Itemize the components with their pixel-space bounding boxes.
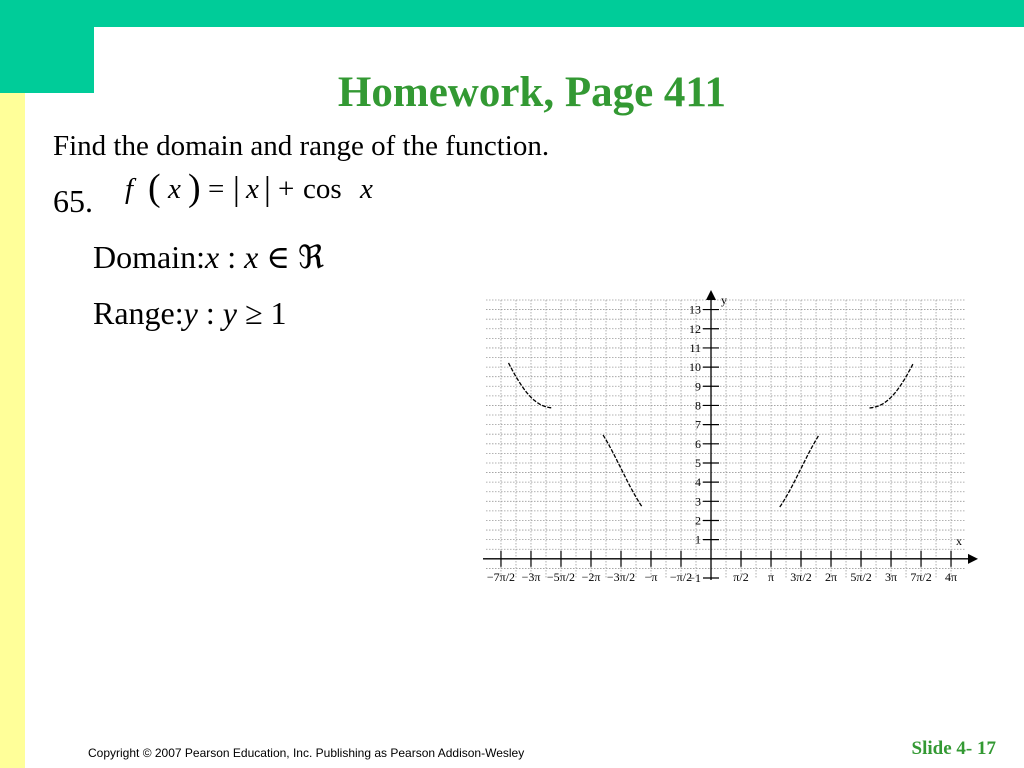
function-formula [120, 165, 410, 215]
range-label: Range: [93, 295, 184, 331]
range-geq-symbol: ≥ [244, 295, 263, 331]
x-axis-label: x [956, 533, 962, 548]
domain-element-symbol: ∈ [266, 239, 290, 275]
y-tick-label: 4 [695, 475, 702, 490]
y-tick-label: 5 [695, 455, 702, 470]
x-tick-label: −5π/2 [546, 569, 576, 584]
y-tick-label: 7 [695, 417, 702, 432]
range-cond-var: y [222, 295, 237, 331]
function-graph [478, 288, 978, 593]
x-tick-label: −3π [521, 569, 541, 584]
problem-number: 65. [53, 183, 93, 219]
y-tick-label: 9 [695, 379, 702, 394]
formula-plus: + [278, 173, 295, 205]
range-statement [93, 295, 287, 332]
x-tick-label: 7π/2 [910, 569, 932, 584]
y-tick-label: 6 [695, 436, 702, 451]
x-tick-label: −2π [581, 569, 601, 584]
formula-lparen: ( [148, 167, 161, 209]
x-tick-label: −3π/2 [606, 569, 636, 584]
y-tick-label: 2 [695, 513, 702, 528]
formula-x2: x [246, 173, 259, 205]
formula-rparen: ) [188, 167, 201, 209]
formula-f: f [125, 173, 134, 205]
copyright-notice: Copyright © 2007 Pearson Education, Inc. Publishing as Pearson Addison-Wesley [88, 746, 525, 760]
x-axis-arrow [968, 554, 978, 564]
formula-x3: x [360, 173, 373, 205]
formula-cos: cos [303, 173, 342, 205]
slide-title: Homework, Page 411 [337, 69, 727, 116]
y-tick-label: −1 [688, 571, 702, 585]
range-colon: : [205, 295, 215, 331]
x-tick-label: 3π [884, 569, 898, 584]
formula-equals: = [208, 173, 225, 205]
y-tick-label: 11 [689, 340, 702, 355]
formula-x1: x [168, 173, 181, 205]
domain-statement [93, 238, 324, 276]
x-tick-label: π/2 [733, 569, 749, 584]
y-tick-label: 13 [689, 302, 702, 317]
y-tick-label: 8 [695, 398, 702, 413]
range-set-var: y [183, 295, 198, 331]
y-tick-label: 1 [695, 532, 702, 547]
domain-real-set: ℜ [297, 239, 325, 275]
x-tick-label: −π/2 [669, 569, 693, 584]
range-value: 1 [270, 295, 287, 331]
domain-colon: : [227, 239, 237, 275]
x-tick-label: π [767, 569, 775, 584]
y-tick-label: 3 [695, 494, 702, 509]
top-accent-bar [0, 0, 1024, 27]
y-axis-label: y [721, 293, 728, 307]
slide-number: Slide 4- 17 [911, 738, 996, 759]
x-tick-label: 3π/2 [790, 569, 812, 584]
instruction-text: Find the domain and range of the function. [53, 130, 550, 162]
x-tick-label: 5π/2 [850, 569, 872, 584]
x-tick-label: −π [644, 569, 658, 584]
y-axis-arrow [706, 290, 716, 300]
y-tick-label: 12 [689, 321, 702, 336]
formula-abs-left: | [233, 171, 240, 208]
x-tick-label: 4π [944, 569, 958, 584]
domain-set-var: x [204, 239, 220, 275]
x-tick-label: 2π [824, 569, 838, 584]
x-tick-label: −7π/2 [486, 569, 516, 584]
domain-label: Domain: [93, 239, 205, 275]
domain-cond-var: x [244, 239, 259, 275]
left-accent-bar [0, 93, 25, 768]
y-tick-label: 10 [689, 360, 702, 375]
formula-abs-right: | [264, 171, 271, 208]
